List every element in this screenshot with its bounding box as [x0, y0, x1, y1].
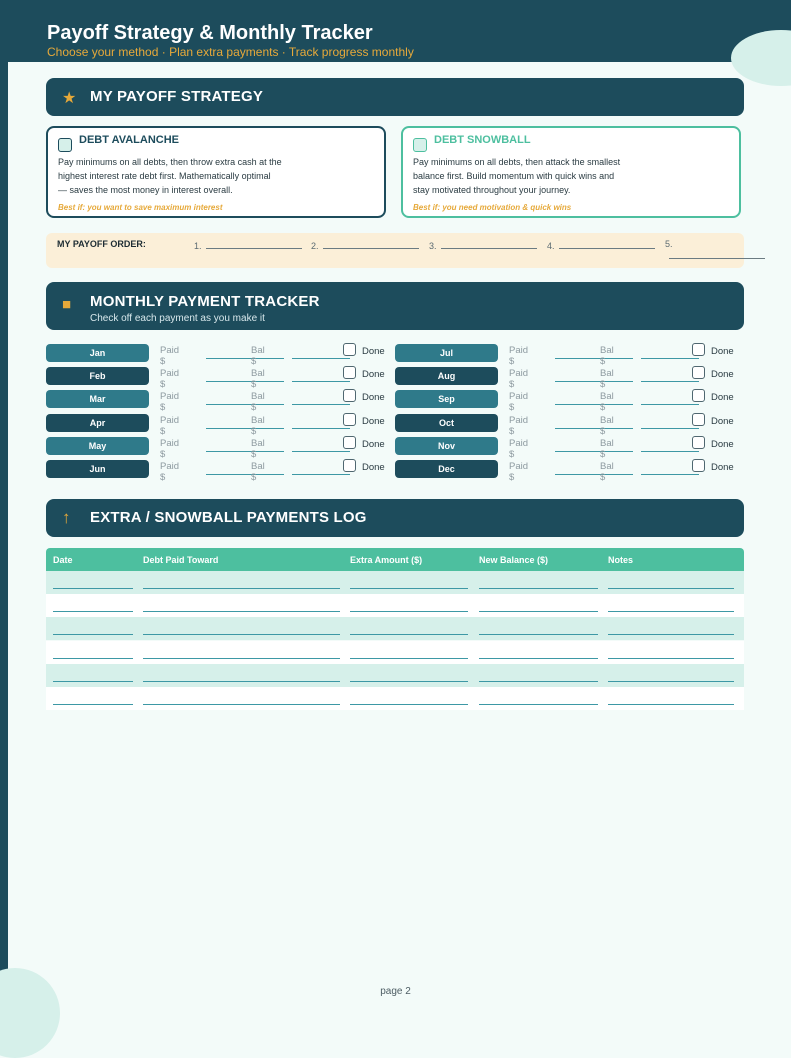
balance-input-line[interactable] — [641, 404, 699, 405]
balance-input-line[interactable] — [641, 451, 699, 452]
done-checkbox[interactable] — [692, 389, 705, 402]
avalanche-title: DEBT AVALANCHE — [79, 134, 180, 146]
tracker-subtitle: Check off each payment as you make it — [90, 313, 265, 324]
month-label: Nov — [395, 437, 498, 455]
tracker-title: MONTHLY PAYMENT TRACKER — [90, 293, 320, 310]
payoff-order-band — [46, 233, 744, 268]
done-checkbox[interactable] — [343, 413, 356, 426]
log-banner — [46, 499, 744, 537]
log-column-header: Date — [53, 555, 73, 565]
log-cell-input-line[interactable] — [479, 611, 598, 612]
log-cell-input-line[interactable] — [350, 588, 468, 589]
snowball-line: stay motivated throughout your journey. — [413, 185, 571, 195]
log-cell-input-line[interactable] — [608, 588, 734, 589]
paid-label: Paid $ — [509, 345, 529, 367]
page-subtitle: Choose your method · Plan extra payments · Track progress monthly — [47, 45, 414, 59]
paid-input-line[interactable] — [555, 358, 633, 359]
log-cell-input-line[interactable] — [53, 704, 133, 705]
strategy-banner — [46, 78, 744, 116]
done-checkbox[interactable] — [343, 343, 356, 356]
log-cell-input-line[interactable] — [479, 704, 598, 705]
balance-label: Bal $ — [600, 368, 614, 391]
paid-label: Paid $ — [160, 368, 180, 391]
balance-input-line[interactable] — [292, 474, 350, 475]
log-cell-input-line[interactable] — [53, 658, 133, 659]
log-table-row — [46, 594, 744, 617]
avalanche-card[interactable] — [46, 126, 386, 218]
done-label: Done — [711, 346, 734, 357]
log-column-header: Notes — [608, 555, 634, 565]
arrow-up-icon: ↑ — [62, 508, 71, 527]
balance-input-line[interactable] — [641, 474, 699, 475]
log-cell-input-line[interactable] — [143, 634, 340, 635]
log-table-row — [46, 571, 744, 594]
done-label: Done — [362, 369, 385, 381]
paid-input-line[interactable] — [206, 428, 284, 429]
log-cell-input-line[interactable] — [608, 634, 734, 635]
payoff-order-slot[interactable]: 5. — [665, 239, 765, 261]
avalanche-best-if: Best if: you want to save maximum interest — [58, 203, 223, 212]
balance-label: Bal $ — [251, 391, 265, 414]
balance-input-line[interactable] — [641, 358, 699, 359]
balance-input-line[interactable] — [292, 381, 350, 382]
snowball-description — [413, 155, 673, 197]
log-cell-input-line[interactable] — [479, 681, 598, 682]
log-cell-input-line[interactable] — [143, 611, 340, 612]
payoff-order-slot[interactable]: 2. — [311, 239, 419, 251]
decorative-circle — [0, 968, 60, 1058]
done-checkbox[interactable] — [692, 366, 705, 379]
paid-label: Paid $ — [509, 368, 529, 391]
month-label: Jul — [395, 344, 498, 362]
log-table-header — [46, 548, 744, 571]
month-label: Oct — [395, 414, 498, 432]
balance-label: Bal $ — [600, 345, 614, 367]
month-label: Jun — [46, 460, 149, 478]
avalanche-checkbox[interactable] — [58, 138, 72, 152]
left-accent-bar — [0, 0, 8, 1024]
done-checkbox[interactable] — [692, 413, 705, 426]
payoff-order-slot[interactable]: 1. — [194, 239, 302, 251]
done-label: Done — [711, 369, 734, 381]
log-table-row — [46, 664, 744, 687]
done-label: Done — [362, 438, 385, 450]
snowball-line: balance first. Build momentum with quick wins and — [413, 171, 615, 181]
log-table-row — [46, 641, 744, 664]
log-cell-input-line[interactable] — [350, 634, 468, 635]
log-cell-input-line[interactable] — [350, 611, 468, 612]
paid-input-line[interactable] — [206, 474, 284, 475]
snowball-line: Pay minimums on all debts, then attack the smallest — [413, 157, 621, 167]
log-table-row — [46, 617, 744, 640]
done-label: Done — [362, 462, 385, 473]
log-table-row — [46, 687, 744, 710]
page-title: Payoff Strategy & Monthly Tracker — [47, 22, 373, 44]
paid-label: Paid $ — [160, 437, 180, 460]
square-icon: ■ — [62, 296, 72, 313]
balance-label: Bal $ — [600, 437, 614, 460]
log-cell-input-line[interactable] — [143, 681, 340, 682]
payoff-order-label: MY PAYOFF ORDER: — [57, 239, 146, 249]
log-cell-input-line[interactable] — [143, 588, 340, 589]
log-column-header: Extra Amount ($) — [350, 555, 423, 565]
paid-label: Paid $ — [160, 414, 180, 437]
avalanche-line: — saves the most money in interest overall. — [58, 185, 233, 195]
balance-label: Bal $ — [251, 345, 265, 367]
paid-input-line[interactable] — [555, 381, 633, 382]
payoff-order-slot[interactable]: 3. — [429, 239, 537, 251]
paid-label: Paid $ — [509, 391, 529, 414]
page-number: page 2 — [380, 986, 411, 997]
log-cell-input-line[interactable] — [479, 588, 598, 589]
balance-label: Bal $ — [600, 414, 614, 437]
paid-label: Paid $ — [160, 345, 180, 367]
done-label: Done — [711, 438, 734, 450]
log-column-header: New Balance ($) — [479, 555, 549, 565]
done-checkbox[interactable] — [343, 389, 356, 402]
done-label: Done — [362, 415, 385, 427]
done-label: Done — [362, 392, 385, 404]
balance-label: Bal $ — [600, 391, 614, 414]
month-label: Apr — [46, 414, 149, 432]
month-label: May — [46, 437, 149, 455]
done-label: Done — [711, 415, 734, 427]
done-checkbox[interactable] — [343, 436, 356, 449]
month-label: Mar — [46, 390, 149, 408]
tracker-banner — [46, 282, 744, 330]
log-cell-input-line[interactable] — [350, 681, 468, 682]
paid-input-line[interactable] — [206, 381, 284, 382]
log-cell-input-line[interactable] — [53, 611, 133, 612]
log-cell-input-line[interactable] — [53, 588, 133, 589]
balance-input-line[interactable] — [292, 451, 350, 452]
paid-label: Paid $ — [509, 461, 529, 483]
avalanche-line: Pay minimums on all debts, then throw extra cash at the — [58, 157, 282, 167]
log-cell-input-line[interactable] — [143, 658, 340, 659]
paid-input-line[interactable] — [206, 451, 284, 452]
month-label: Feb — [46, 367, 149, 385]
log-cell-input-line[interactable] — [479, 634, 598, 635]
paid-label: Paid $ — [160, 391, 180, 414]
done-label: Done — [711, 462, 734, 473]
snowball-best-if: Best if: you need motivation & quick wins — [413, 203, 572, 212]
paid-input-line[interactable] — [555, 404, 633, 405]
paid-input-line[interactable] — [555, 428, 633, 429]
done-checkbox[interactable] — [692, 343, 705, 356]
log-cell-input-line[interactable] — [53, 634, 133, 635]
log-cell-input-line[interactable] — [608, 658, 734, 659]
log-cell-input-line[interactable] — [479, 658, 598, 659]
balance-label: Bal $ — [600, 461, 614, 483]
balance-input-line[interactable] — [292, 428, 350, 429]
balance-input-line[interactable] — [292, 404, 350, 405]
month-label: Jan — [46, 344, 149, 362]
paid-input-line[interactable] — [555, 474, 633, 475]
snowball-title: DEBT SNOWBALL — [434, 134, 531, 146]
balance-label: Bal $ — [251, 368, 265, 391]
balance-input-line[interactable] — [641, 428, 699, 429]
balance-input-line[interactable] — [641, 381, 699, 382]
avalanche-description — [58, 155, 318, 197]
paid-label: Paid $ — [509, 414, 529, 437]
snowball-checkbox[interactable] — [413, 138, 427, 152]
done-label: Done — [711, 392, 734, 404]
month-label: Sep — [395, 390, 498, 408]
done-label: Done — [362, 346, 385, 357]
month-label: Aug — [395, 367, 498, 385]
log-cell-input-line[interactable] — [350, 704, 468, 705]
star-icon: ★ — [62, 90, 77, 107]
paid-label: Paid $ — [160, 461, 180, 483]
balance-label: Bal $ — [251, 461, 265, 483]
month-label: Dec — [395, 460, 498, 478]
snowball-card[interactable] — [401, 126, 741, 218]
balance-input-line[interactable] — [292, 358, 350, 359]
paid-label: Paid $ — [509, 437, 529, 460]
done-checkbox[interactable] — [343, 459, 356, 472]
log-cell-input-line[interactable] — [608, 704, 734, 705]
paid-input-line[interactable] — [555, 451, 633, 452]
log-cell-input-line[interactable] — [608, 681, 734, 682]
paid-input-line[interactable] — [206, 404, 284, 405]
log-cell-input-line[interactable] — [53, 681, 133, 682]
log-cell-input-line[interactable] — [608, 611, 734, 612]
strategy-title: MY PAYOFF STRATEGY — [90, 88, 264, 105]
balance-label: Bal $ — [251, 414, 265, 437]
done-checkbox[interactable] — [343, 366, 356, 379]
payoff-order-slot[interactable]: 4. — [547, 239, 655, 251]
log-cell-input-line[interactable] — [143, 704, 340, 705]
done-checkbox[interactable] — [692, 459, 705, 472]
log-column-header: Debt Paid Toward — [143, 555, 219, 565]
done-checkbox[interactable] — [692, 436, 705, 449]
avalanche-line: highest interest rate debt first. Mathematically optimal — [58, 171, 271, 181]
log-title: EXTRA / SNOWBALL PAYMENTS LOG — [90, 509, 367, 526]
balance-label: Bal $ — [251, 437, 265, 460]
paid-input-line[interactable] — [206, 358, 284, 359]
log-cell-input-line[interactable] — [350, 658, 468, 659]
